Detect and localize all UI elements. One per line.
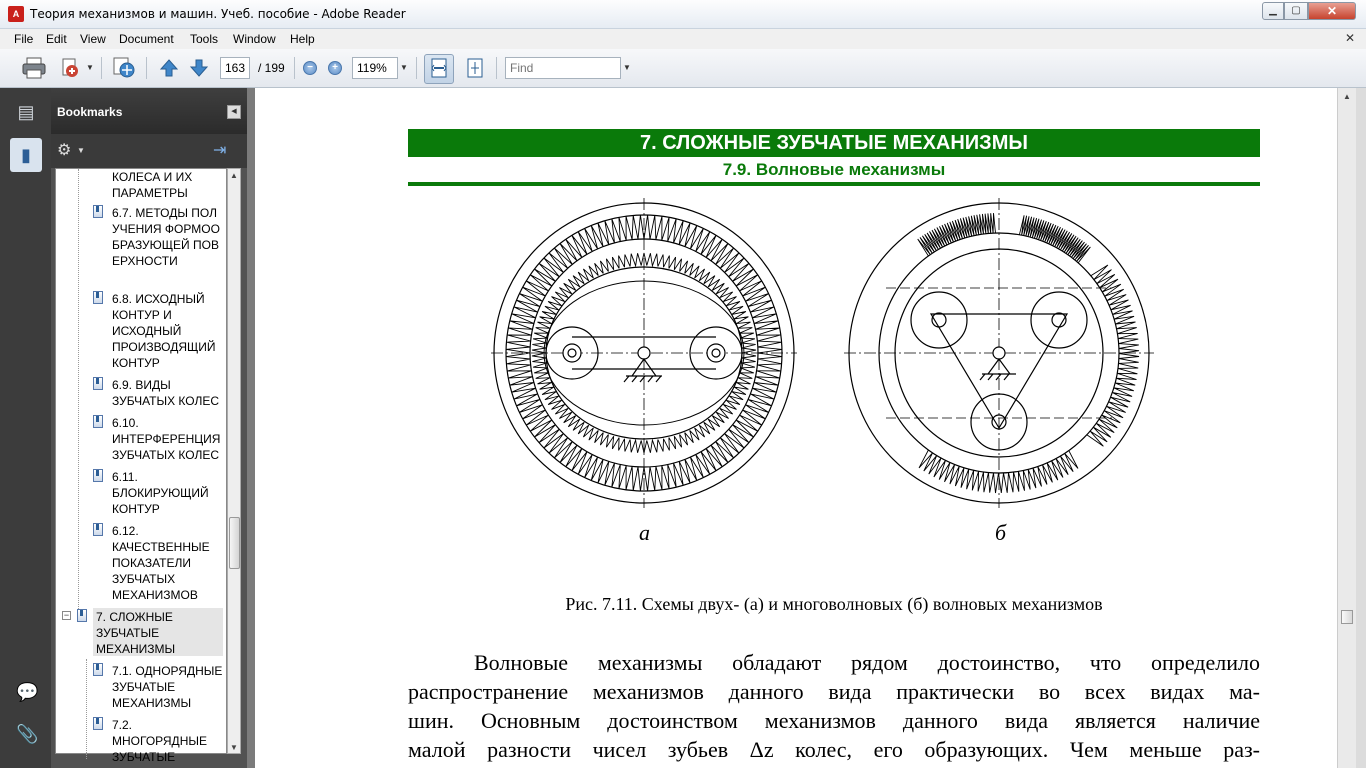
bookmark-item[interactable]: 6.9. ВИДЫ ЗУБЧАТЫХ КОЛЕС <box>112 378 220 408</box>
chevron-down-icon[interactable]: ▼ <box>623 63 631 72</box>
bookmark-item[interactable]: 6.7. МЕТОДЫ ПОЛУЧЕНИЯ ФОРМООБРАЗУЮЩЕЙ ПОВЕРХНОСТИ <box>112 206 220 268</box>
bookmarks-header: Bookmarks <box>51 88 247 134</box>
body-line: Волновые механизмы обладают рядом достоинство, что определило <box>474 650 1260 675</box>
collapse-panel-button[interactable]: ◀ <box>227 105 241 119</box>
heading-rule <box>408 182 1260 186</box>
minimize-button[interactable]: ▁ <box>1262 2 1284 20</box>
create-pdf-icon[interactable] <box>58 55 84 81</box>
bookmark-item-selected[interactable]: 7. СЛОЖНЫЕ ЗУБЧАТЫЕ МЕХАНИЗМЫ <box>96 610 176 656</box>
document-scrollbar[interactable] <box>1337 88 1356 768</box>
scroll-down-icon[interactable]: ▼ <box>230 743 238 752</box>
bookmark-page-icon <box>93 291 103 304</box>
figure-caption: Рис. 7.11. Схемы двух- (а) и многоволновых (б) волновых механизмов <box>565 594 1103 614</box>
menu-view[interactable]: View <box>80 32 106 46</box>
bookmark-item[interactable]: 7.2. МНОГОРЯДНЫЕ ЗУБЧАТЫЕ <box>112 718 207 764</box>
body-line: шин. Основным достоинством механизмов данного вида является наличие <box>408 708 1260 733</box>
menu-bar <box>0 29 1366 49</box>
window-title: Теория механизмов и машин. Учеб. пособие - Adobe Reader <box>30 7 406 21</box>
expand-bookmark-icon[interactable]: ⇥ <box>213 142 227 159</box>
toolbar-separator <box>496 57 497 79</box>
pdf-page <box>255 88 1337 768</box>
bookmark-item[interactable]: КОЛЕСА И ИХ ПАРАМЕТРЫ <box>112 170 193 200</box>
window-edge <box>1356 88 1366 768</box>
figure-label-a: а <box>639 520 650 545</box>
bookmark-tree <box>55 168 227 764</box>
bookmark-page-icon <box>77 609 87 622</box>
section-heading: 7.9. Волновые механизмы <box>722 160 946 179</box>
document-viewport[interactable] <box>247 88 1366 768</box>
menu-help[interactable]: Help <box>290 32 315 46</box>
body-line: распространение механизмов данного вида практически во всех видах ма- <box>408 679 1260 704</box>
bookmark-page-icon <box>93 523 103 536</box>
zoom-out-icon[interactable]: − <box>303 61 317 75</box>
chevron-down-icon[interactable]: ▼ <box>77 146 85 155</box>
bookmarks-scrollbar[interactable] <box>227 168 241 754</box>
close-button[interactable]: ✕ <box>1308 2 1356 20</box>
gear-teeth-path <box>1019 215 1090 262</box>
menu-edit[interactable]: Edit <box>46 32 67 46</box>
scrollbar-thumb[interactable] <box>1341 610 1353 624</box>
title-bar[interactable] <box>0 0 1366 29</box>
fit-width-icon[interactable] <box>426 55 452 81</box>
toolbar-separator <box>294 57 295 79</box>
close-document-icon[interactable]: ✕ <box>1345 31 1356 45</box>
bookmark-page-icon <box>93 415 103 428</box>
menu-tools[interactable]: Tools <box>190 32 219 46</box>
scroll-up-icon[interactable]: ▲ <box>1343 92 1351 101</box>
body-line: малой разности чисел зубьев Δz колес, его образующих. Чем меньше раз- <box>408 737 1260 762</box>
find-input[interactable] <box>505 57 621 79</box>
bookmarks-panel <box>51 88 247 768</box>
bookmark-page-icon <box>93 717 103 730</box>
gear-teeth-path <box>1087 265 1139 446</box>
menu-document[interactable]: Document <box>119 32 174 46</box>
pdf-icon: A <box>8 6 24 22</box>
figure-label-b: б <box>995 520 1007 545</box>
wave-mechanism-figure <box>491 196 1161 516</box>
pages-icon[interactable]: ▤ <box>17 102 35 122</box>
bookmarks-toolbar <box>51 134 247 168</box>
bookmark-item[interactable]: 6.11. БЛОКИРУЮЩИЙ КОНТУР <box>112 470 209 516</box>
navigation-pane <box>0 88 51 768</box>
zoom-input[interactable] <box>352 57 398 79</box>
attachment-icon[interactable]: 📎 <box>16 724 39 744</box>
toolbar-separator <box>101 57 102 79</box>
tree-guide <box>86 659 87 759</box>
collapse-node-icon[interactable]: − <box>63 610 70 620</box>
maximize-button[interactable]: ▢ <box>1284 2 1308 20</box>
toolbar-separator <box>146 57 147 79</box>
zoom-in-icon[interactable]: + <box>328 61 342 75</box>
previous-page-icon[interactable] <box>156 55 182 81</box>
bookmark-page-icon <box>93 205 103 218</box>
comments-icon[interactable]: 💬 <box>16 682 39 702</box>
menu-file[interactable]: File <box>14 32 34 46</box>
page-number-input[interactable] <box>220 57 250 79</box>
bookmark-item[interactable]: 6.8. ИСХОДНЫЙ КОНТУР И ИСХОДНЫЙ ПРОИЗВОДЯЩИЙ КОНТУР <box>112 292 216 370</box>
fit-page-icon[interactable] <box>462 55 488 81</box>
menu-window[interactable]: Window <box>233 32 276 46</box>
gear-icon[interactable]: ⚙ <box>57 142 72 159</box>
body-paragraph <box>408 648 1260 764</box>
tree-guide <box>78 169 79 609</box>
page-total: / 199 <box>258 61 285 75</box>
bookmark-item[interactable]: 7.1. ОДНОРЯДНЫЕ ЗУБЧАТЫЕ МЕХАНИЗМЫ <box>112 664 223 710</box>
chevron-down-icon[interactable]: ▼ <box>400 63 408 72</box>
multi-wave-mechanism-diagram <box>844 198 1154 508</box>
bookmark-item[interactable]: 6.10. ИНТЕРФЕРЕНЦИЯ ЗУБЧАТЫХ КОЛЕС <box>112 416 221 462</box>
bookmark-page-icon <box>93 469 103 482</box>
bookmarks-icon[interactable]: ▮ <box>10 138 42 172</box>
scrollbar-thumb[interactable] <box>229 517 240 569</box>
print-icon[interactable] <box>20 55 48 81</box>
two-wave-mechanism-diagram <box>491 198 797 508</box>
collaborate-icon[interactable] <box>110 55 138 81</box>
toolbar <box>0 49 1366 88</box>
next-page-icon[interactable] <box>186 55 212 81</box>
chevron-down-icon[interactable]: ▼ <box>86 63 94 72</box>
toolbar-separator <box>416 57 417 79</box>
chapter-heading: 7. СЛОЖНЫЕ ЗУБЧАТЫЕ МЕХАНИЗМЫ <box>408 129 1260 157</box>
bookmark-page-icon <box>93 377 103 390</box>
bookmark-page-icon <box>93 663 103 676</box>
bookmark-item[interactable]: 6.12. КАЧЕСТВЕННЫЕ ПОКАЗАТЕЛИ ЗУБЧАТЫХ МЕХАНИЗМОВ <box>112 524 210 602</box>
scroll-up-icon[interactable]: ▲ <box>230 171 238 180</box>
